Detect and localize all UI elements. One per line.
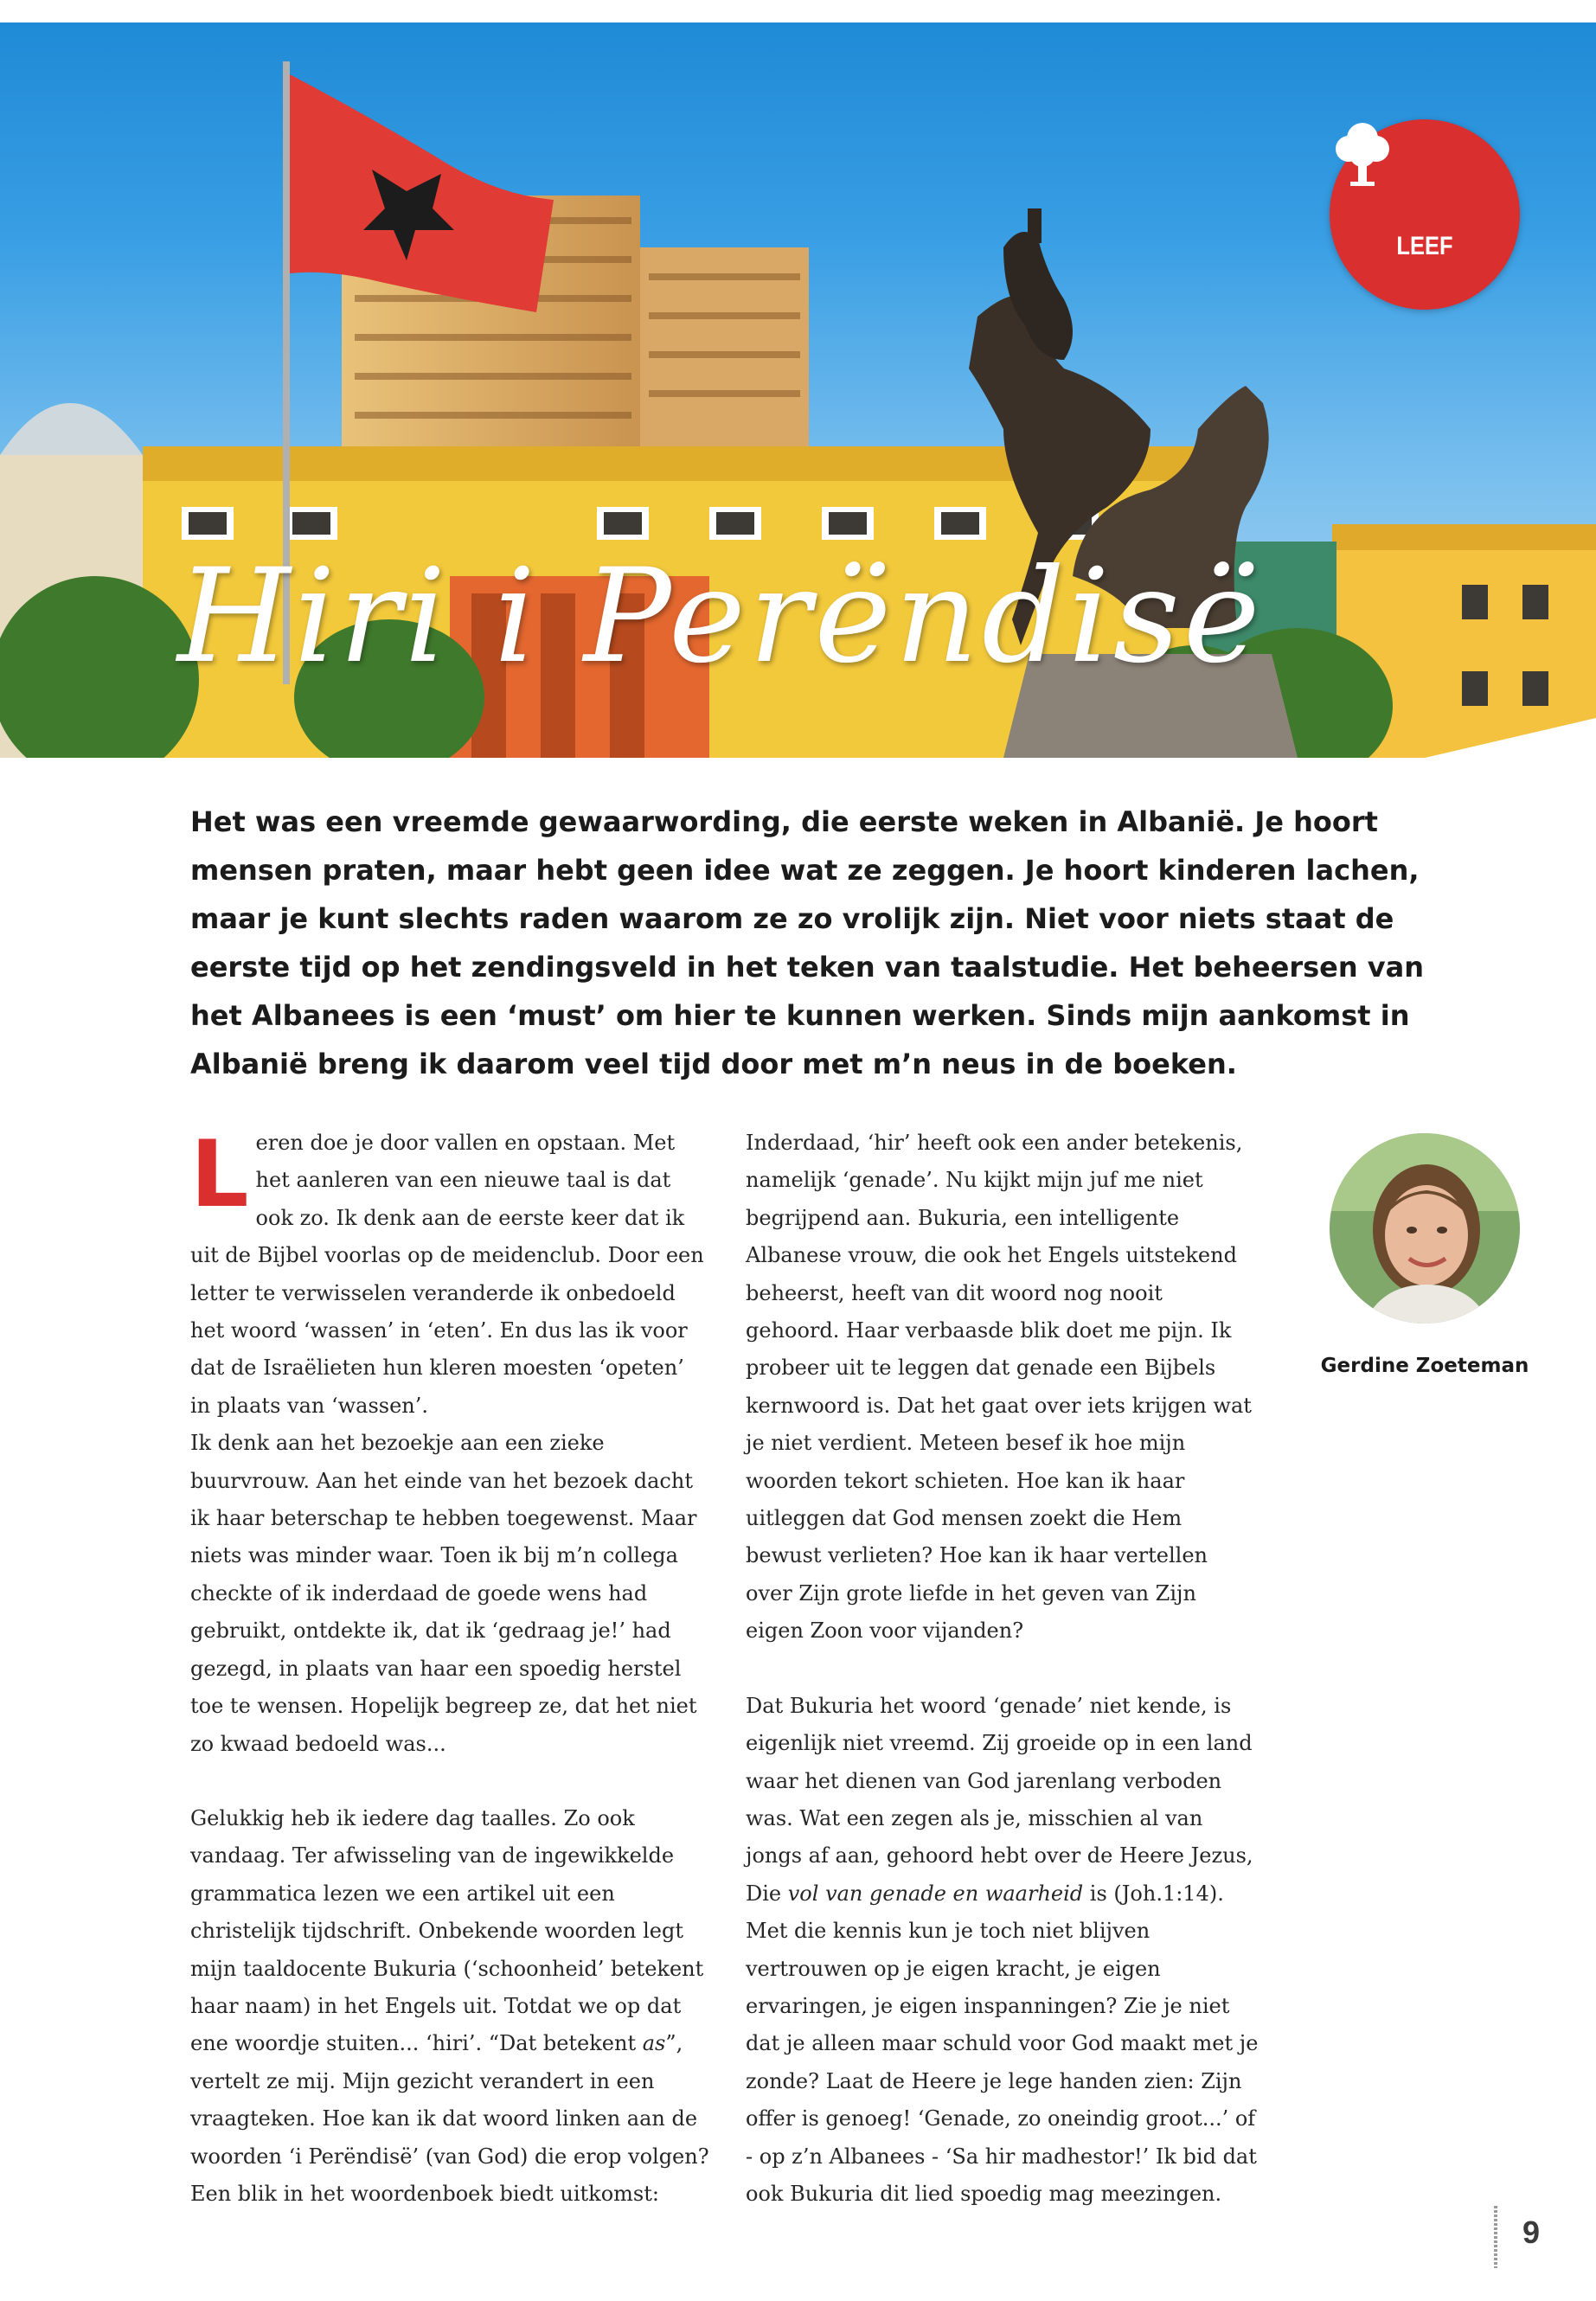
article-paragraph (190, 1800, 709, 2213)
article-column-right (746, 1125, 1260, 2213)
article-paragraph: Inderdaad, ‘hir’ heeft ook een ander betekenis, namelijk ‘genade’. Nu kijkt mijn juf me niet begrijpend aan. Bukuria, een intelligente Albanese vrouw, die ook het Engels uitstekend beheerst, heeft van dit woord nog nooit gehoord. Haar verbaasde blik doet me pijn. Ik probeer uit te leggen dat genade een Bijbels kernwoord is. Dat het gaat over iets krijgen wat je niet verdient. Meteen besef ik hoe mijn woorden tekort schieten. Hoe kan ik haar uitleggen dat God mensen zoekt die Hem bewust verlieten? Hoe kan ik haar vertellen over Zijn grote liefde in het geven van Zijn eigen Zoon voor vijanden? (746, 1131, 1252, 1644)
badge-label: LEEF (1396, 232, 1453, 260)
article-paragraph: Ik denk aan het bezoekje aan een zieke buurvrouw. Aan het einde van het bezoek dacht ik haar beterschap te hebben toegewenst. Maar niets was minder waar. Toen ik bij m’n collega checkte of ik inderdaad de goede wens had gebruikt, ontdekte ik, dat ik ‘gedraag je!’ had gezegd, in plaats van haar een spoedig herstel toe te wensen. Hopelijk begreep ze, dat het niet zo kwaad bedoeld was... (190, 1431, 697, 1756)
paragraph-text: ”, vertelt ze mij. Mijn gezicht verandert in een vraagteken. Hoe kan ik dat woord linken aan de woorden ‘i Perëndisë’ (van God) die erop volgen? Een blik in het woordenboek biedt uitkomst: (190, 2031, 709, 2206)
paragraph-text: Dat Bukuria het woord ‘genade’ niet kende, is eigenlijk niet vreemd. Zij groeide op in een land waar het dienen van God jarenlang verboden was. Wat een zegen als je, misschien al van jongs af aan, gehoord hebt over de Heere Jezus, Die (746, 1693, 1253, 1906)
paragraph-text: Gelukkig heb ik iedere dag taalles. Zo ook vandaag. Ter afwisseling van de ingewikkelde grammatica lezen we een artikel uit een christelijk tijdschrift. Onbekende woorden legt mijn taaldocente Bukuria (‘schoonheid’ betekent haar naam) in het Engels uit. Totdat we op dat ene woordje stuiten... ‘hiri’. “Dat betekent (190, 1805, 704, 2056)
author-portrait (1330, 1133, 1520, 1324)
page-number: 9 (1522, 2214, 1541, 2250)
article-column-left (190, 1121, 709, 2213)
article-paragraph (190, 1121, 709, 1425)
hero-corner-cut (1410, 718, 1596, 761)
article-title: Hiri i Perëndisë (177, 542, 1264, 692)
author-name: Gerdine Zoeteman (1320, 1355, 1529, 1377)
emphasis-text: as (642, 2031, 666, 2056)
intro-paragraph: Het was een vreemde gewaarwording, die eerste weken in Albanië. Je hoort mensen praten, maar hebt geen idee wat ze zeggen. Je hoort kinderen lachen, maar je kunt slechts raden waarom ze zo vrolijk zijn. Niet voor niets staat de eerste tijd op het zendingsveld in het teken van taalstudie. Het beheersen van het Albanees is een ‘must’ om hier te kunnen werken. Sinds mijn aankomst in Albanië breng ik daarom veel tijd door met m’n neus in de boeken. (190, 805, 1424, 1080)
emphasis-text: vol van genade en waarheid (787, 1881, 1084, 1906)
article-paragraph (746, 1688, 1260, 2214)
paragraph-text: eren doe je door vallen en opstaan. Met het aanleren van een nieuwe taal is dat ook zo. Ik denk aan de eerste keer dat ik uit de Bijbel voorlas op de meidenclub. Door een letter te verwisselen veranderde ik onbedoeld het woord ‘wassen’ in ‘eten’. En dus las ik voor dat de Israëlieten hun kleren moesten ‘opeten’ in plaats van ‘wassen’. (190, 1131, 704, 1418)
tree-icon (1330, 119, 1395, 187)
drop-cap: L (190, 1121, 249, 1227)
page-rule (1494, 2206, 1497, 2268)
hero-image (0, 22, 1596, 758)
paragraph-text: is (Joh.1:14). Met die kennis kun je toch niet blijven vertrouwen op je eigen kracht, je eigen ervaringen, je eigen inspanningen? Zie je niet dat je alleen maar schuld voor God maakt met je zonde? Laat de Heere je lege handen zien: Zijn offer is genoeg! ‘Genade, zo oneindig groot...’ of - op z’n Albanees - ‘Sa hir madhestor!’ Ik bid dat ook Bukuria dit lied spoedig mag meezingen. (746, 1881, 1259, 2206)
category-badge (1330, 119, 1520, 310)
